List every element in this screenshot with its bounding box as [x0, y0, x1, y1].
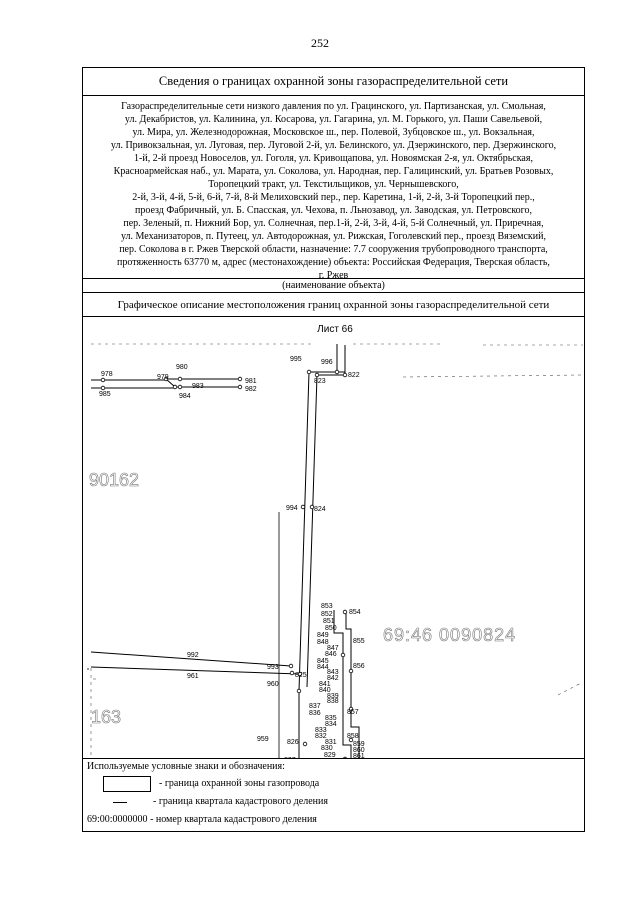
point-label: 846 [325, 651, 337, 658]
point-label: 858 [347, 733, 359, 740]
point-label: 837 [309, 703, 321, 710]
boundary-point [238, 385, 242, 389]
boundary-point [343, 373, 347, 377]
point-label: 853 [321, 603, 333, 610]
point-label: 849 [317, 632, 329, 639]
point-label: 994 [286, 505, 298, 512]
object-name-caption: (наименование объекта) [83, 279, 584, 293]
point-label: 982 [245, 386, 257, 393]
point-label: 984 [179, 393, 191, 400]
document-frame [82, 67, 585, 832]
description-line: ул. Механизаторов, п. Путеец, ул. Автодорожная, ул. Рижская, Гоголевский пер., проезд Вяземский, [121, 231, 546, 242]
point-label: 985 [99, 391, 111, 398]
point-label: 844 [317, 664, 329, 671]
point-label: 847 [327, 645, 339, 652]
boundary-point [303, 742, 307, 746]
description-line: ул. Привокзальная, ул. Луговая, пер. Луговой 2-й, ул. Белинского, ул. Дзержинского, пер. Дзержинского, [110, 140, 557, 151]
boundary-point [101, 386, 105, 390]
point-label: 981 [245, 378, 257, 385]
point-label: 829 [324, 752, 336, 758]
cadastral-number-right: 69:46 0090824 [383, 625, 517, 645]
page-number: 252 [311, 36, 329, 50]
point-label: 841 [319, 681, 331, 688]
boundary-point [101, 378, 105, 382]
boundary-point [178, 377, 182, 381]
point-label: 996 [321, 359, 333, 366]
boundary-point [290, 671, 294, 675]
point-label: 852 [321, 611, 333, 618]
legend-quarter-symbol [113, 802, 127, 803]
point-label: 822 [348, 372, 360, 379]
point-label: 992 [187, 652, 199, 659]
point-label: 825 [295, 672, 307, 679]
description-line: проезд Фабричный, ул. Б. Спасская, ул. Чехова, п. Льнозавод, ул. Заводская, ул. Петровского, [134, 205, 533, 216]
point-label: 843 [327, 669, 339, 676]
description-line: ул. Декабристов, ул. Калинина, ул. Косарова, ул. Гагарина, ул. М. Горького, ул. Паши Савельевой, [124, 114, 543, 125]
point-label: 850 [325, 625, 337, 632]
point-label: 851 [323, 618, 335, 625]
description-line: 1-й, 2-й проезд Новоселов, ул. Гоголя, ул. Кривощапова, ул. Новоямская 2-я, ул. Октябрьская, [134, 153, 533, 164]
boundary-point [297, 689, 301, 693]
legend-quarter-number-row [87, 814, 317, 825]
boundary-point [315, 373, 319, 377]
legend-title: Используемые условные знаки и обозначения: [87, 761, 285, 772]
point-label: 961 [187, 673, 199, 680]
point-label: 823 [314, 378, 326, 385]
point-label: 856 [353, 663, 365, 670]
point-label: 848 [317, 639, 329, 646]
sheet-label: Лист 66 [317, 324, 353, 335]
section-title-text: Сведения о границах охранной зоны газораспределительной сети [158, 74, 509, 88]
point-label: 839 [327, 693, 339, 700]
zone-boundary-line [91, 387, 240, 388]
boundary-point [307, 370, 311, 374]
object-description [83, 96, 584, 279]
cadastral-number-bottom-left: 163 [91, 707, 122, 727]
point-label: 830 [321, 745, 333, 752]
point-label: 854 [349, 609, 361, 616]
description-line: ул. Мира, ул. Железнодорожная, Московское ш., пер. Полевой, Зубцовское ш., ул. Вокзальная, [132, 127, 535, 138]
point-label: 860 [353, 747, 365, 754]
legend-quarter-number-label: - номер квартала кадастрового деления [150, 814, 317, 825]
point-label: 834 [325, 721, 337, 728]
point-label: 838 [327, 698, 339, 705]
quarter-boundary-line [558, 682, 583, 695]
description-line: пер. Соколова в г. Ржев Тверской области, назначение: 7.7 сооружения трубопроводного транспорта, [119, 244, 548, 255]
description-line: 2-й, 3-й, 4-й, 5-й, 6-й, 7-й, 8-й Мелиховский пер., пер. Каретина, 1-й, 2-й, 3-й Торопецкий пер., [132, 192, 535, 203]
zone-boundary-line [299, 372, 309, 758]
section-title [83, 68, 584, 96]
point-label: 960 [267, 681, 279, 688]
zone-boundary-line [337, 344, 345, 372]
boundary-point [289, 664, 293, 668]
point-label: 845 [317, 658, 329, 665]
point-label: 824 [314, 506, 326, 513]
point-label: 855 [353, 638, 365, 645]
point-label: 995 [290, 356, 302, 363]
point-label: 857 [347, 709, 359, 716]
boundary-point [341, 653, 345, 657]
point-label: 959 [257, 736, 269, 743]
point-label: 993 [267, 664, 279, 671]
boundary-point [301, 505, 305, 509]
point-label: 833 [315, 727, 327, 734]
boundary-point [238, 377, 242, 381]
description-line: Газораспределительные сети низкого давления по ул. Грацинского, ул. Партизанская, ул. Смольная, [121, 101, 546, 112]
point-label: 980 [176, 364, 188, 371]
point-label: 978 [101, 371, 113, 378]
description-line: Торопецкий тракт, ул. Текстильщиков, ул. Чернышевского, [208, 179, 459, 190]
map-area [83, 317, 584, 759]
graphic-description-title: Графическое описание местоположения границ охранной зоны газораспределительной сети [83, 293, 584, 317]
point-label: 835 [325, 715, 337, 722]
boundary-point [335, 370, 339, 374]
description-line: г. Ржев [318, 270, 349, 281]
legend-zone-label: - граница охранной зоны газопровода [159, 778, 320, 789]
description-line: протяженность 63770 м, адрес (местонахождение) объекта: Российская Федерация, Тверская область, [117, 257, 550, 268]
point-label: 826 [287, 739, 299, 746]
description-line: Красноармейская наб., ул. Марата, ул. Соколова, ул. Народная, пер. Галицинский, ул. Братьев Розовых, [113, 166, 554, 177]
boundary-map [83, 317, 584, 758]
legend [83, 758, 584, 833]
legend-zone-symbol [103, 776, 151, 792]
description-line: пер. Зеленый, п. Нижний Бор, ул. Солнечная, пер.1-й, 2-й, 3-й, 4-й, 5-й Солнечный, ул. Приречная, [123, 218, 544, 229]
point-label: 832 [315, 733, 327, 740]
point-label: 831 [325, 739, 337, 746]
point-labels [99, 356, 365, 758]
point-label: 859 [353, 741, 365, 748]
boundary-point [343, 610, 347, 614]
quarter-boundary-line [353, 344, 583, 345]
point-label: 840 [319, 687, 331, 694]
point-label: 842 [327, 675, 339, 682]
quarter-boundary-line [403, 375, 581, 377]
point-label: 861 [353, 753, 365, 758]
cadastral-number-left: 90162 [89, 470, 140, 490]
boundary-point [173, 385, 177, 389]
point-label: 983 [192, 383, 204, 390]
legend-quarter-number-sample: 69:00:0000000 [87, 814, 148, 825]
point-label: 979 [157, 374, 169, 381]
point-label: 836 [309, 710, 321, 717]
boundary-point [178, 385, 182, 389]
legend-quarter-label: - граница квартала кадастрового деления [153, 796, 328, 807]
